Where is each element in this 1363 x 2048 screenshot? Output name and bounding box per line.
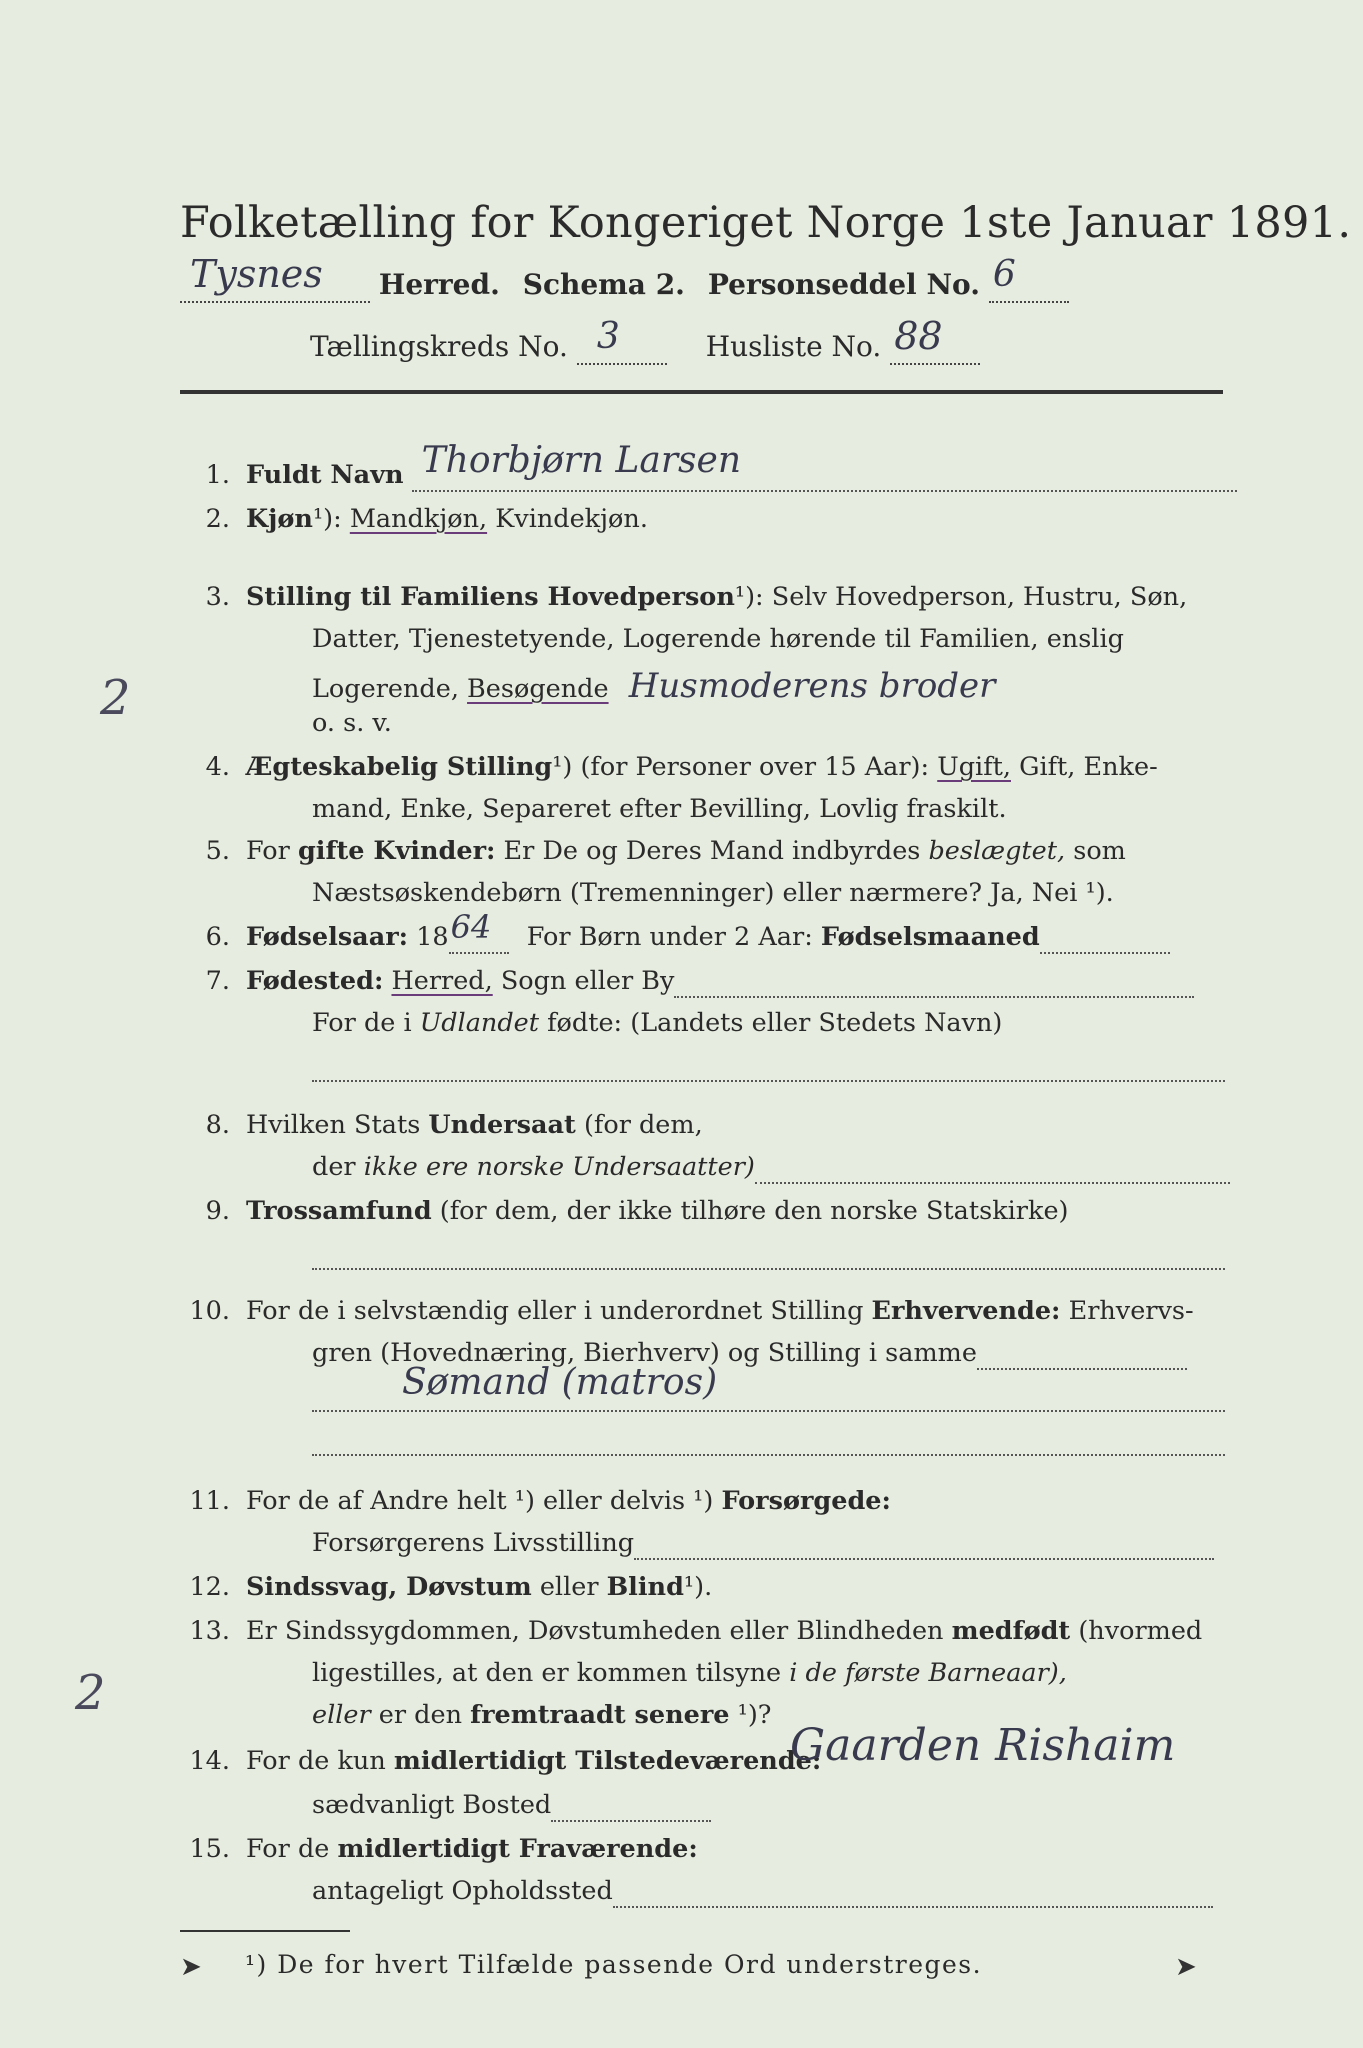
husliste-label: Husliste No. bbox=[705, 330, 882, 363]
option-mandkjon: Mandkjøn, bbox=[349, 504, 488, 534]
pointer-mark-right: ➤ bbox=[1175, 1952, 1197, 1982]
kreds-number: 3 bbox=[596, 316, 620, 357]
item-1-label: Fuldt Navn bbox=[246, 460, 404, 490]
header-line-herred bbox=[180, 252, 1069, 303]
herred-label: Herred. bbox=[378, 268, 500, 301]
census-form: Folketælling for Kongeriget Norge 1ste Januar 1891. Tysnes Herred. Schema 2. Personseddel No. 6 Tællingskreds No. 3 Husliste No. 88 1. Fuldt Navn Thorbjørn Larsen 2. Kjøn¹): Mandkjøn, Kvindekjøn. 3. Stilling til Familiens Hovedperson¹): Selv Hovedperson, Hustru, Søn, Datter, Tjenestetyende, Logerende hørende til Familien, enslig Logerende, Besøgende Husmoderens broder o. s. v. 4. Ægteskabelig Stilling¹) (for Personer over 15 Aar): Ugift, Gift, Enke- mand, Enke, Separeret efter Bevilling, Lovlig fraskilt. 5. For gifte Kvinder: Er De og Deres Mand indbyrdes beslægtet, som Næstsøskendebørn (Tremenninger) eller nærmere? Ja, Nei ¹). 6. Fødselsaar: 18 64 For Børn under 2 Aar: Fødselsmaaned 7. Fødested: Herred, Sogn eller By For de i Udlandet fødte: (Landets eller Stedets Navn) 8. Hvilken Stats Undersaat (for dem, der ikke ere norske Undersaatter) 9. Trossamfund (for dem, der ikke tilhøre den norske Statskirke) 10. For de i selvstændig eller i underordnet Stilling Erhvervende: Erhvervs- gren (Hovednæring, Bierhverv) og Stilling i samme Sømand (matros) 11. For de af Andre helt ¹) eller delvis ¹) Forsørgede: Forsørgerens Livsstilling 12. Sindssvag, Døvstum eller Blind¹). 13. Er Sindssygdommen, Døvstumheden eller Blindheden medfødt (hvormed ligestilles, at den er kommen tilsyne i de første Barneaar), eller er den fremtraadt senere ¹)? 14. For de kun midlertidigt Tilstedeværende: Gaarden Rishaim sædvanligt Bosted 15. For de midlertidigt Fraværende: antageligt Opholdssted 2 2 ¹) De for hvert Tilfælde passende Ord understreges. ➤ ➤ bbox=[0, 0, 1363, 2048]
stilling-value: Husmoderens broder bbox=[628, 666, 996, 706]
husliste-number: 88 bbox=[894, 314, 943, 358]
header-line-kreds bbox=[310, 314, 980, 365]
margin-mark-1: 2 bbox=[100, 670, 131, 726]
option-herred: Herred, bbox=[391, 966, 493, 996]
form-title: Folketælling for Kongeriget Norge 1ste Januar 1891. bbox=[180, 198, 1352, 248]
kreds-label: Tællingskreds No. bbox=[310, 330, 568, 363]
personseddel-number: 6 bbox=[992, 254, 1016, 295]
birth-year-value: 64 bbox=[450, 908, 492, 946]
erhverv-value: Sømand (matros) bbox=[402, 1362, 718, 1403]
schema-label: Schema 2. bbox=[522, 268, 685, 301]
personseddel-label: Personseddel No. bbox=[707, 268, 980, 301]
bosted-value: Gaarden Rishaim bbox=[790, 1720, 1176, 1771]
herred-name: Tysnes bbox=[190, 252, 323, 296]
margin-mark-2: 2 bbox=[75, 1665, 106, 1721]
header-rule bbox=[180, 390, 1223, 394]
footnote: ¹) De for hvert Tilfælde passende Ord understreges. bbox=[245, 1950, 983, 1979]
option-besogende: Besøgende bbox=[467, 674, 609, 704]
full-name-value: Thorbjørn Larsen bbox=[421, 440, 742, 481]
pointer-mark-left: ➤ bbox=[180, 1952, 202, 1982]
option-ugift: Ugift, bbox=[937, 752, 1011, 782]
footnote-rule bbox=[180, 1930, 350, 1932]
